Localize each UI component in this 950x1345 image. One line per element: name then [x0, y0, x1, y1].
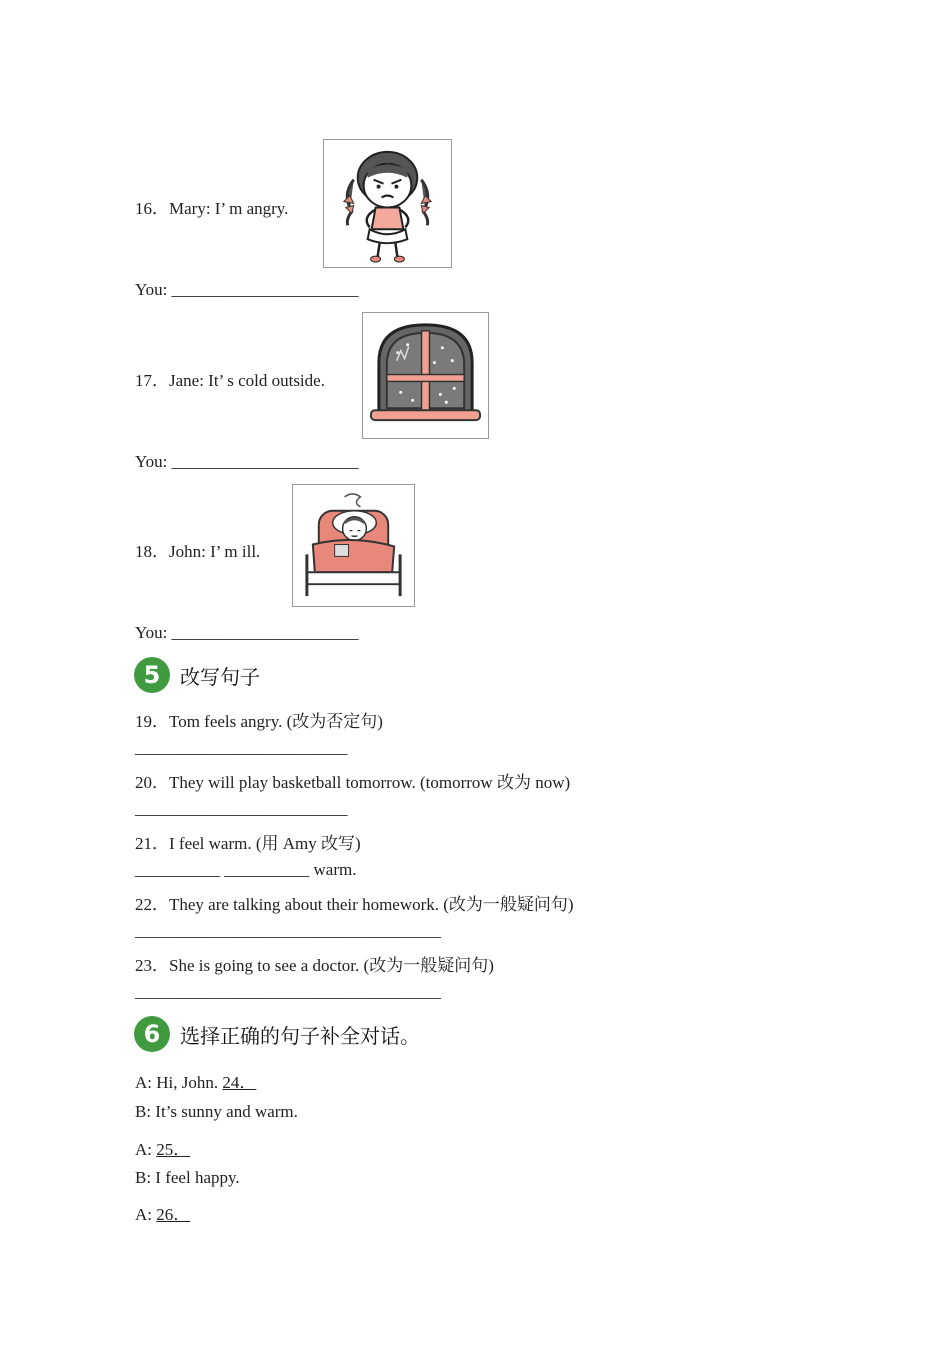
answer-line-19[interactable]: _________________________ — [135, 738, 348, 757]
dialogue-text: A: — [135, 1140, 157, 1159]
answer-line-16[interactable]: You: ______________________ — [135, 280, 359, 299]
angry-girl-icon — [323, 139, 452, 268]
section-5-title: 改写句子 — [180, 665, 260, 689]
answer-line-17[interactable]: You: ______________________ — [135, 452, 359, 471]
answer-line-22[interactable]: ____________________________________ — [135, 921, 441, 940]
snowy-window-icon — [362, 312, 489, 439]
section-5-number: 5 — [134, 657, 170, 693]
blank-26[interactable]: 26． — [156, 1205, 191, 1224]
dialogue-text: A: — [135, 1205, 157, 1224]
sick-boy-in-bed-icon — [292, 484, 415, 607]
question-16: 16．Mary: I’ m angry. — [135, 199, 289, 218]
blank-24[interactable]: 24． — [222, 1073, 257, 1092]
question-17: 17．Jane: It’ s cold outside. — [135, 371, 325, 390]
dialogue-text: B: I feel happy. — [135, 1168, 240, 1187]
dialogue-line-2 — [135, 1102, 298, 1122]
dialogue-text: B: It’s sunny and warm. — [135, 1102, 298, 1121]
question-22: 22．They are talking about their homework. (改为一般疑问句) — [135, 895, 574, 914]
section-6-title: 选择正确的句子补全对话。 — [180, 1024, 420, 1048]
answer-line-23[interactable]: ____________________________________ — [135, 982, 441, 1001]
answer-line-21[interactable]: __________ __________ warm. — [135, 860, 357, 879]
dialogue-line-3 — [135, 1135, 190, 1160]
question-23: 23．She is going to see a doctor. (改为一般疑问句) — [135, 956, 494, 975]
question-20: 20．They will play basketball tomorrow. (tomorrow 改为 now) — [135, 773, 571, 792]
dialogue-line-1 — [135, 1068, 256, 1093]
answer-line-18[interactable]: You: ______________________ — [135, 623, 359, 642]
dialogue-text: A: Hi, John. — [135, 1073, 223, 1092]
section-6-number: 6 — [134, 1016, 170, 1052]
answer-line-20[interactable]: _________________________ — [135, 799, 348, 818]
question-21: 21．I feel warm. (用 Amy 改写) — [135, 834, 361, 853]
dialogue-line-4 — [135, 1168, 240, 1188]
blank-25[interactable]: 25． — [156, 1140, 191, 1159]
question-19: 19．Tom feels angry. (改为否定句) — [135, 712, 383, 731]
dialogue-line-5 — [135, 1200, 190, 1225]
question-18: 18．John: I’ m ill. — [135, 542, 261, 561]
